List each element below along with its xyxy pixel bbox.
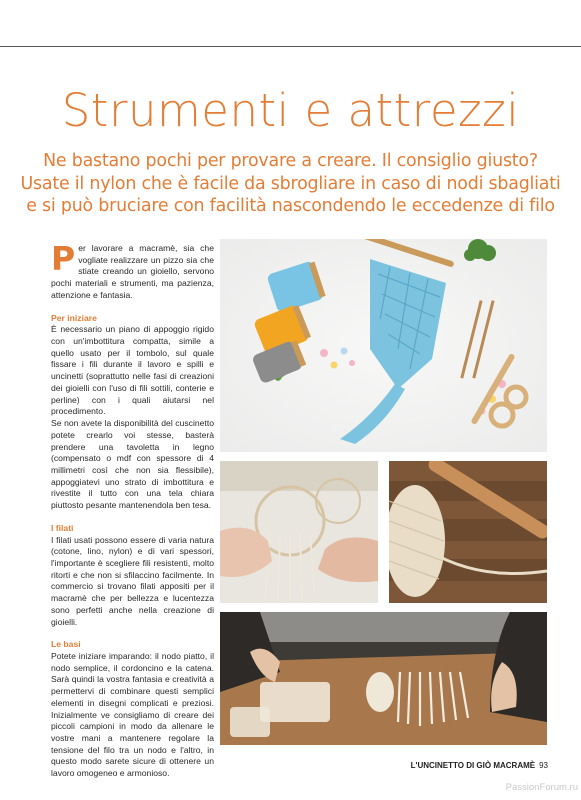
- section-paragraph: Se non avete la disponibilità del cuscinetto potete crearlo voi stesse, basterà prendere una tavoletta in legno (compensato o mdf con spessore di 4 millimetri così che non sia flessibile), appoggiatevi uno strato di imbottitura e rivestite il tutto con una tela chiara piuttosto pesante mantenendola ben tesa.: [51, 418, 214, 511]
- subtitle-line: Usate il nylon che è facile da sbrogliare in caso di nodi sbagliati: [20, 173, 561, 194]
- intro-text: er lavorare a macramè, sia che vogliate realizzare un pizzo sia che stiate creando un gioiello, servono pochi materiali e strumenti, ma pazienza, attenzione e fantasia.: [51, 243, 214, 300]
- photo-hands-dreamcatcher: [220, 461, 378, 603]
- subtitle: [18, 150, 563, 218]
- intro-paragraph: [51, 239, 214, 302]
- drop-cap: P: [51, 239, 76, 278]
- section-paragraph: I filati usati possono essere di varia natura (cotone, lino, nylon) e di vari spessori, l'importante è scegliere fili resistenti, molto ritorti e che non si sfilaccino facilmente. In commercio si trovano filati appositi per il macramè che per bellezza e lucentezza sono perfetti anche nella creazione di gioielli.: [51, 534, 214, 627]
- watermark: PassionForum.ru: [505, 782, 578, 793]
- section-heading: I filati: [51, 522, 74, 533]
- page-number: 93: [539, 761, 548, 770]
- subtitle-line: Ne bastano pochi per provare a creare. Il consiglio giusto?: [43, 151, 538, 171]
- page-title: Strumenti e attrezzi: [61, 84, 520, 137]
- text-column: [51, 239, 214, 780]
- section-paragraph: Potete iniziare imparando: il nodo piatto, il nodo semplice, il cordoncino e la catena. Sarà quindi la vostra fantasia e creatività a permettervi di combinare questi semplici elementi in disegni complicati e preziosi. Inizialmente ve consigliamo di creare dei piccoli campioni in modo da allenare le vostre mani a mantenere regolare la tensione del filo tra un nodo e l'altro, in questo modo sarete sicure di ottenere un lavoro omogeneo e armonioso.: [51, 651, 214, 779]
- section-heading: Per iniziare: [51, 312, 97, 323]
- magazine-name: L'UNCINETTO DI GIÒ MACRAMÈ: [410, 761, 536, 770]
- footer: [380, 761, 548, 770]
- photo-workshop-table: [220, 612, 547, 745]
- section-paragraph: È necessario un piano di appoggio rigido con un'imbottitura compatta, simile a quello usato per il tombolo, sul quale fissare i fili durante il lavoro e spilli e uncinetti (soprattutto nelle fasi di creazioni dei gioielli con l'uso di fili sottili, conterie e perline) con i quali aiutarsi nel procedimento.: [51, 324, 214, 417]
- top-rule: [0, 46, 581, 47]
- section-heading: Le basi: [51, 639, 81, 650]
- photo-rope-dowel: [389, 461, 547, 603]
- photo-macrame-hanging: [220, 239, 547, 452]
- subtitle-line: e si può bruciare con facilità nascondendo le eccedenze di filo: [26, 196, 555, 216]
